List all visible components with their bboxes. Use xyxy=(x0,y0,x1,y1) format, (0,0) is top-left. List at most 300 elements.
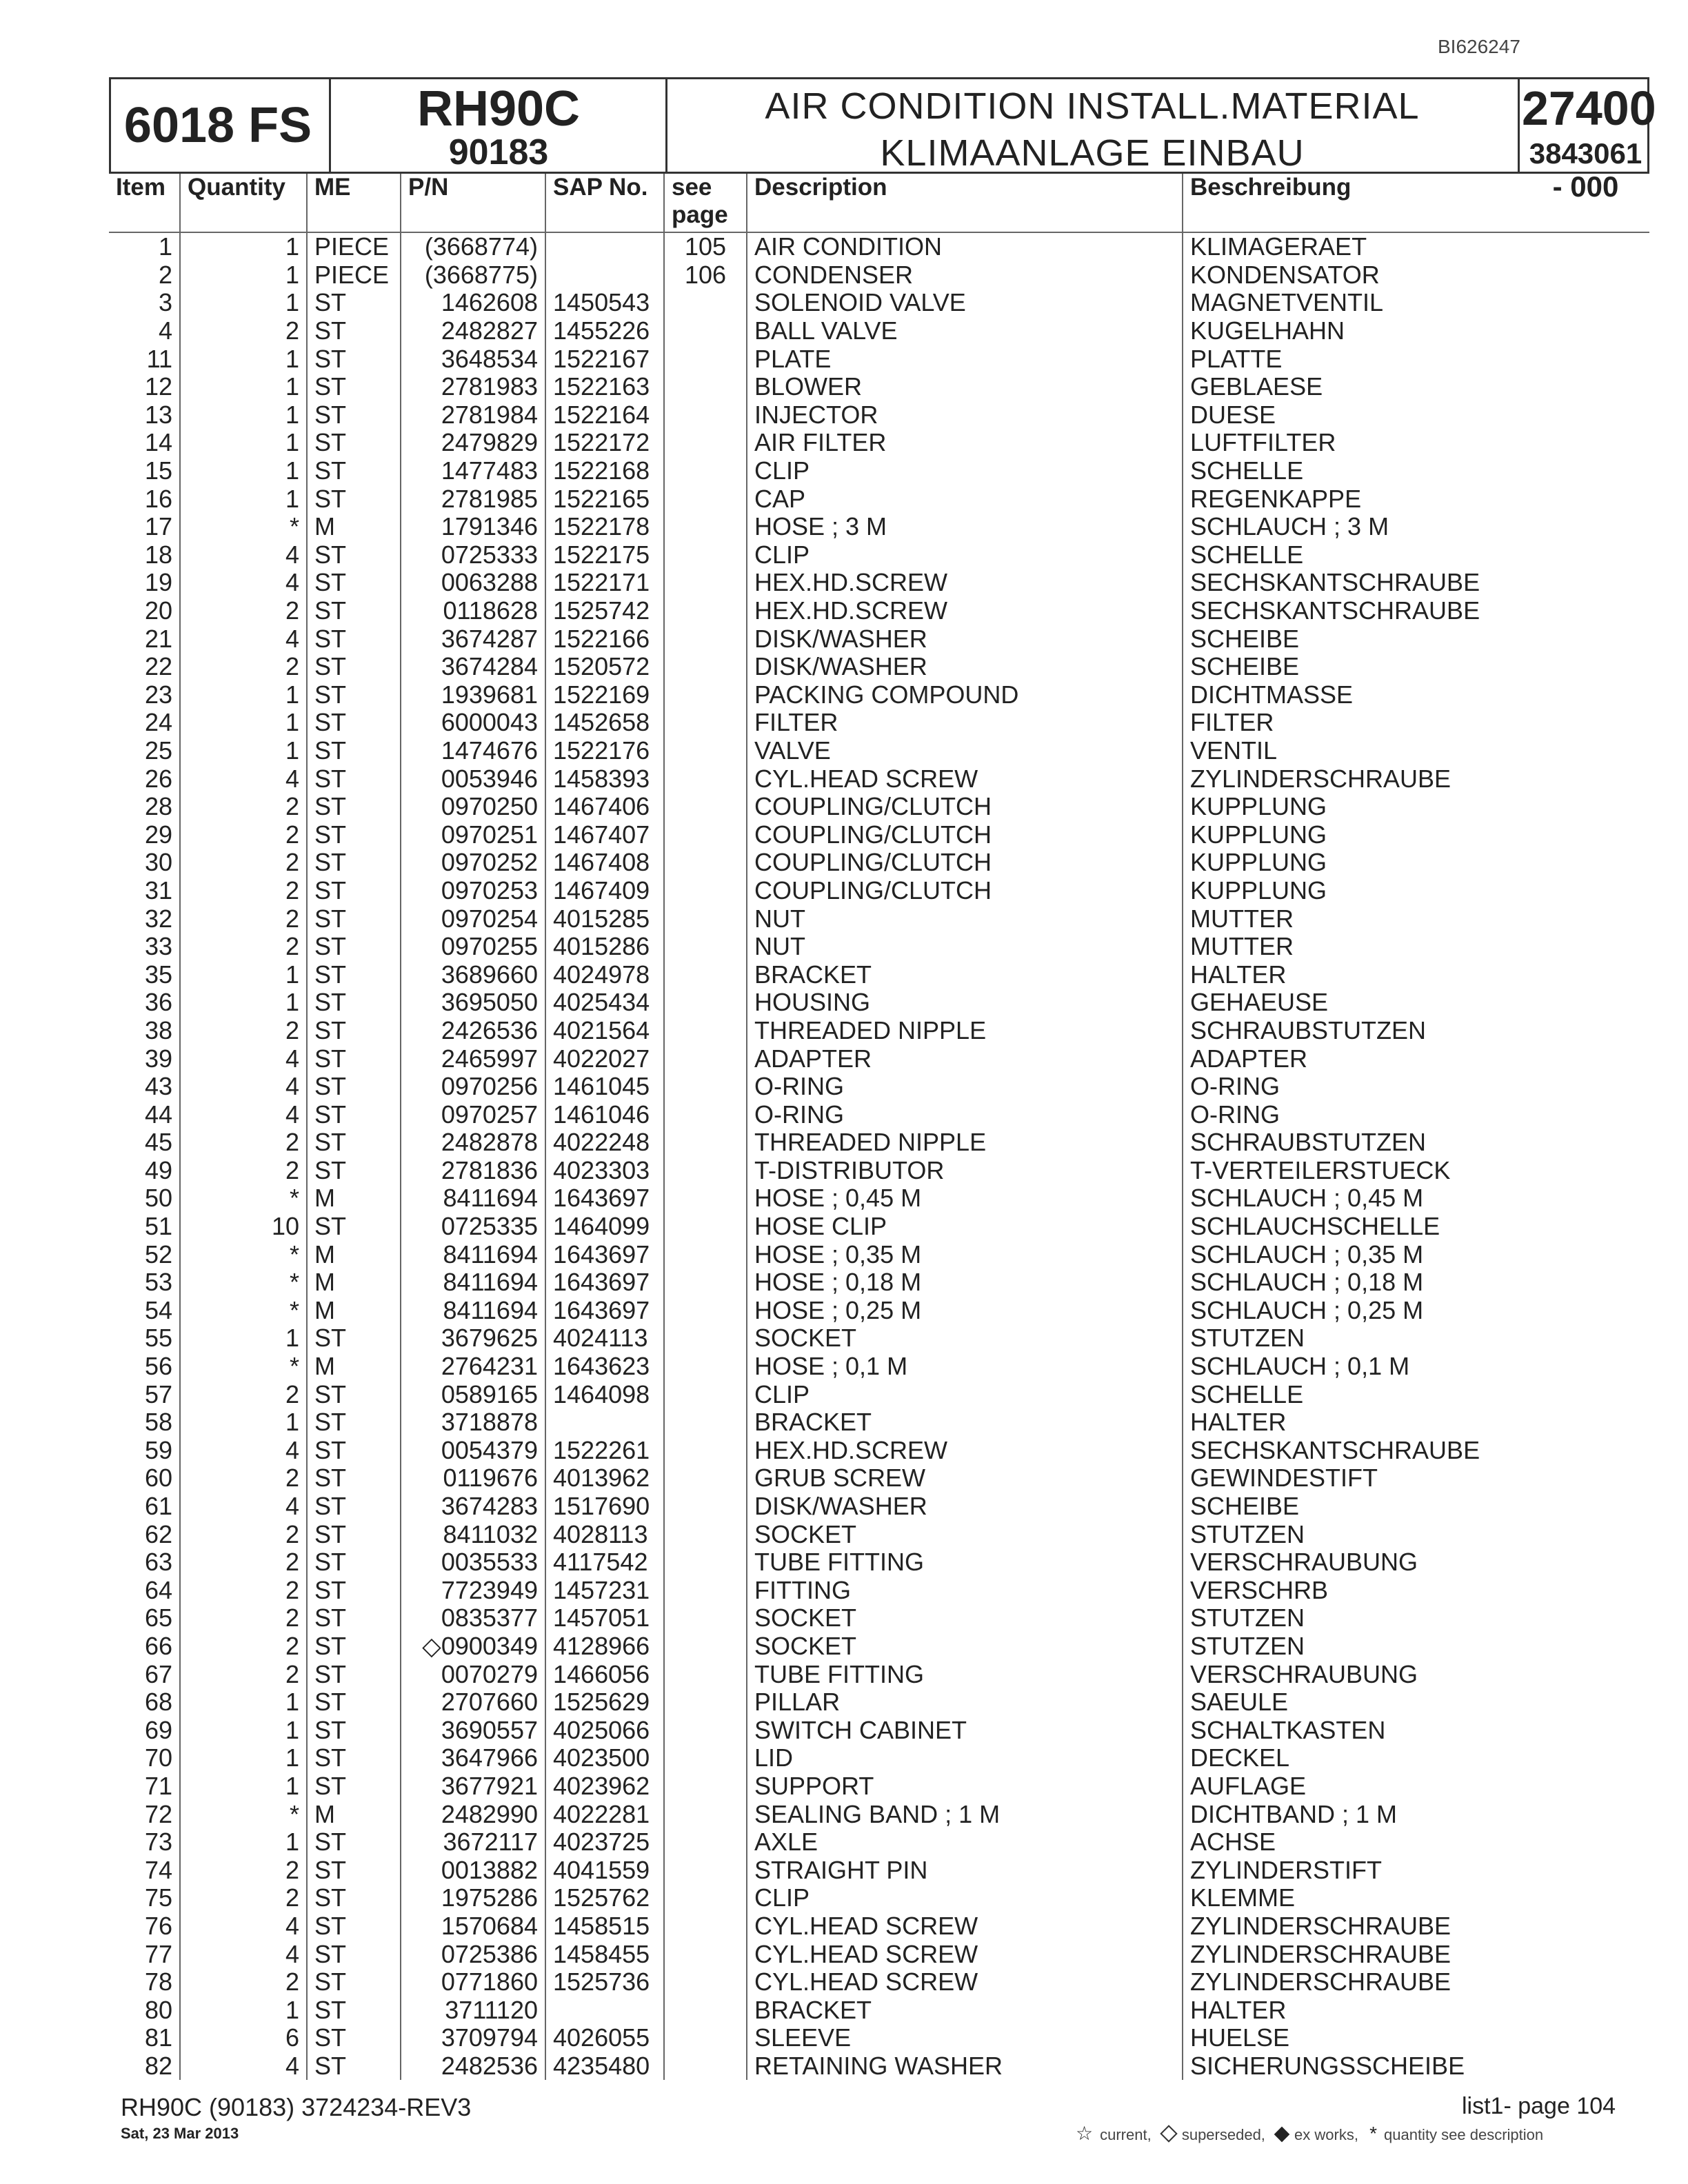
cell-quantity: 2 xyxy=(180,1464,307,1493)
cell-description: COUPLING/CLUTCH xyxy=(747,849,1183,877)
cell-quantity: 2 xyxy=(180,1632,307,1661)
table-row xyxy=(109,1604,1649,1632)
cell-me: ST xyxy=(307,485,401,513)
cell-pn: 0054379 xyxy=(401,1437,545,1465)
cell-quantity: 1 xyxy=(180,1744,307,1772)
cell-pn: 0725386 xyxy=(401,1940,545,1968)
cell-pn: 0725333 xyxy=(401,541,545,569)
cell-me: ST xyxy=(307,1073,401,1101)
table-row xyxy=(109,429,1649,457)
cell-item: 76 xyxy=(144,1912,172,1940)
cell-sap: 4041559 xyxy=(545,1856,664,1884)
cell-item: 16 xyxy=(144,485,172,513)
cell-item: 23 xyxy=(144,680,172,709)
cell-quantity: 1 xyxy=(180,1716,307,1744)
cell-item: 4 xyxy=(158,316,172,345)
cell-see-page xyxy=(664,1632,747,1661)
cell-see-page xyxy=(664,849,747,877)
cell-sap: 1525762 xyxy=(545,1884,664,1912)
cell-see-page xyxy=(664,1884,747,1912)
machine-number: 90183 xyxy=(448,132,549,172)
cell-pn: 8411694 xyxy=(401,1297,545,1325)
asterisk-symbol: * xyxy=(1369,2123,1377,2144)
table-row xyxy=(109,793,1649,821)
cell-pn: 3695050 xyxy=(401,989,545,1017)
cell-pn: 0118628 xyxy=(401,597,545,625)
cell-description: CAP xyxy=(747,485,1183,513)
cell-quantity: 2 xyxy=(180,1017,307,1045)
cell-sap: 1450543 xyxy=(545,289,664,317)
cell-pn: 8411032 xyxy=(401,1520,545,1548)
table-row xyxy=(109,653,1649,681)
cell-item: 15 xyxy=(144,456,172,485)
cell-item: 59 xyxy=(144,1436,172,1464)
cell-item: 68 xyxy=(144,1688,172,1717)
cell-beschreibung: SECHSKANTSCHRAUBE xyxy=(1183,569,1649,597)
machine-block xyxy=(333,79,664,172)
cell-quantity: 1 xyxy=(180,709,307,737)
cell-description: O-RING xyxy=(747,1073,1183,1101)
cell-me: ST xyxy=(307,289,401,317)
cell-see-page xyxy=(664,1856,747,1884)
cell-sap: 1522172 xyxy=(545,429,664,457)
cell-see-page xyxy=(664,1213,747,1241)
cell-me: ST xyxy=(307,681,401,709)
footer-date: Sat, 23 Mar 2013 xyxy=(121,2125,239,2142)
cell-quantity: 2 xyxy=(180,904,307,933)
cell-pn: 8411694 xyxy=(401,1184,545,1213)
cell-me: ST xyxy=(307,1213,401,1241)
cell-me: ST xyxy=(307,1744,401,1772)
cell-item: 18 xyxy=(144,540,172,569)
cell-beschreibung: SCHLAUCH ; 0,25 M xyxy=(1183,1297,1649,1325)
cell-me: M xyxy=(307,1268,401,1297)
cell-see-page xyxy=(664,1548,747,1577)
cell-quantity: 2 xyxy=(180,1577,307,1605)
cell-me: ST xyxy=(307,345,401,373)
cell-beschreibung: SCHEIBE xyxy=(1183,653,1649,681)
cell-description: TUBE FITTING xyxy=(747,1660,1183,1688)
cell-me: ST xyxy=(307,849,401,877)
cell-beschreibung: AUFLAGE xyxy=(1183,1772,1649,1801)
cell-quantity: 1 xyxy=(180,681,307,709)
cell-description: HEX.HD.SCREW xyxy=(747,597,1183,625)
legend-superseded: superseded, xyxy=(1181,2126,1265,2143)
cell-quantity: 1 xyxy=(180,401,307,429)
cell-beschreibung: REGENKAPPE xyxy=(1183,485,1649,513)
cell-item: 66 xyxy=(144,1632,172,1660)
cell-sap: 1457231 xyxy=(545,1577,664,1605)
cell-beschreibung: SECHSKANTSCHRAUBE xyxy=(1183,1437,1649,1465)
cell-pn: 0035533 xyxy=(401,1548,545,1577)
cell-item: 78 xyxy=(144,1968,172,1996)
cell-description: FILTER xyxy=(747,709,1183,737)
cell-sap: 4024113 xyxy=(545,1324,664,1353)
cell-quantity: 1 xyxy=(180,373,307,401)
cell-description: NUT xyxy=(747,904,1183,933)
cell-sap: 1522165 xyxy=(545,485,664,513)
cell-description: CYL.HEAD SCREW xyxy=(747,1912,1183,1941)
cell-description: COUPLING/CLUTCH xyxy=(747,877,1183,905)
cell-item: 73 xyxy=(144,1828,172,1857)
cell-quantity: 1 xyxy=(180,737,307,765)
cell-pn: 0970255 xyxy=(401,933,545,961)
cell-sap: 1461046 xyxy=(545,1100,664,1129)
header-divider xyxy=(1518,79,1520,172)
cell-quantity: * xyxy=(180,1800,307,1828)
cell-item: 28 xyxy=(144,792,172,821)
table-row xyxy=(109,904,1649,933)
cell-me: ST xyxy=(307,1380,401,1408)
cell-me: ST xyxy=(307,1437,401,1465)
cell-description: COUPLING/CLUTCH xyxy=(747,820,1183,849)
cell-beschreibung: VERSCHRAUBUNG xyxy=(1183,1548,1649,1577)
cell-sap: 4023303 xyxy=(545,1157,664,1185)
cell-sap: 1458455 xyxy=(545,1940,664,1968)
cell-sap: 1522167 xyxy=(545,345,664,373)
cell-me: ST xyxy=(307,960,401,989)
cell-pn: 3647966 xyxy=(401,1744,545,1772)
cell-see-page xyxy=(664,625,747,653)
cell-item: 3 xyxy=(158,289,172,317)
diamond-outline-icon xyxy=(1160,2125,1177,2142)
cell-sap: 4013962 xyxy=(545,1464,664,1493)
cell-beschreibung: SCHRAUBSTUTZEN xyxy=(1183,1129,1649,1157)
parts-table-body xyxy=(109,232,1649,2080)
cell-item: 72 xyxy=(144,1800,172,1828)
cell-see-page xyxy=(664,960,747,989)
cell-beschreibung: SCHLAUCHSCHELLE xyxy=(1183,1213,1649,1241)
cell-pn: 2764231 xyxy=(401,1353,545,1381)
cell-see-page xyxy=(664,569,747,597)
cell-me: ST xyxy=(307,1493,401,1521)
cell-see-page xyxy=(664,1996,747,2024)
cell-item: 62 xyxy=(144,1520,172,1548)
cell-sap: 4235480 xyxy=(545,2052,664,2081)
cell-me: ST xyxy=(307,2024,401,2052)
cell-see-page xyxy=(664,1800,747,1828)
document-id: BI626247 xyxy=(1438,36,1520,57)
cell-sap: 1517690 xyxy=(545,1493,664,1521)
cell-beschreibung: HALTER xyxy=(1183,1408,1649,1437)
cell-see-page xyxy=(664,1940,747,1968)
cell-beschreibung: VERSCHRAUBUNG xyxy=(1183,1660,1649,1688)
cell-me: ST xyxy=(307,1548,401,1577)
title-english: AIR CONDITION INSTALL.MATERIAL xyxy=(765,85,1420,127)
cell-item: 32 xyxy=(144,904,172,933)
cell-quantity: 2 xyxy=(180,933,307,961)
cell-quantity: 4 xyxy=(180,1912,307,1941)
cell-description: CONDENSER xyxy=(747,261,1183,290)
cell-pn: 8411694 xyxy=(401,1268,545,1297)
cell-description: SWITCH CABINET xyxy=(747,1716,1183,1744)
cell-me: ST xyxy=(307,1940,401,1968)
cell-see-page xyxy=(664,1968,747,1996)
cell-item: 11 xyxy=(146,345,172,373)
cell-me: M xyxy=(307,513,401,541)
cell-beschreibung: MUTTER xyxy=(1183,933,1649,961)
cell-quantity: * xyxy=(180,1184,307,1213)
cell-pn: 1477483 xyxy=(401,457,545,485)
cell-beschreibung: HALTER xyxy=(1183,960,1649,989)
cell-sap xyxy=(545,232,664,261)
cell-sap: 4022027 xyxy=(545,1044,664,1073)
column-header-sap: SAP No. xyxy=(545,174,664,232)
cell-pn: (3668774) xyxy=(401,232,545,261)
cell-sap: 1522261 xyxy=(545,1437,664,1465)
cell-sap: 1522166 xyxy=(545,625,664,653)
legend-ex-works: ex works, xyxy=(1294,2126,1358,2143)
cell-sap: 1458393 xyxy=(545,765,664,793)
drawing-number: 3843061 - 000 xyxy=(1529,137,1642,203)
cell-item: 38 xyxy=(144,1016,172,1044)
header-divider xyxy=(665,79,667,172)
table-row xyxy=(109,1017,1649,1045)
cell-pn: 3718878 xyxy=(401,1408,545,1437)
cell-beschreibung: SCHLAUCH ; 3 M xyxy=(1183,513,1649,541)
cell-me: ST xyxy=(307,1660,401,1688)
cell-description: SLEEVE xyxy=(747,2024,1183,2052)
cell-sap: 4021564 xyxy=(545,1017,664,1045)
cell-description: ADAPTER xyxy=(747,1044,1183,1073)
group-block xyxy=(1522,79,1656,203)
cell-beschreibung: ACHSE xyxy=(1183,1828,1649,1857)
cell-description: CYL.HEAD SCREW xyxy=(747,765,1183,793)
cell-item: 57 xyxy=(144,1380,172,1408)
cell-see-page xyxy=(664,1073,747,1101)
cell-item: 80 xyxy=(144,1996,172,2024)
cell-quantity: 4 xyxy=(180,1044,307,1073)
cell-sap: 1466056 xyxy=(545,1660,664,1688)
table-row xyxy=(109,1688,1649,1717)
cell-see-page xyxy=(664,1380,747,1408)
table-row xyxy=(109,1324,1649,1353)
cell-beschreibung: STUTZEN xyxy=(1183,1520,1649,1548)
cell-sap: 1461045 xyxy=(545,1073,664,1101)
cell-item: 53 xyxy=(144,1268,172,1297)
cell-description: HEX.HD.SCREW xyxy=(747,1437,1183,1465)
cell-sap: 1522176 xyxy=(545,737,664,765)
cell-see-page xyxy=(664,877,747,905)
cell-quantity: 4 xyxy=(180,2052,307,2081)
cell-item: 51 xyxy=(144,1212,172,1241)
cell-pn: 2479829 xyxy=(401,429,545,457)
cell-sap: 1455226 xyxy=(545,317,664,345)
cell-sap: 1522175 xyxy=(545,541,664,569)
cell-pn: 0835377 xyxy=(401,1604,545,1632)
table-row xyxy=(109,1968,1649,1996)
cell-me: ST xyxy=(307,401,401,429)
cell-sap: 1458515 xyxy=(545,1912,664,1941)
cell-item: 71 xyxy=(144,1772,172,1800)
cell-pn: 0589165 xyxy=(401,1380,545,1408)
cell-see-page xyxy=(664,1268,747,1297)
table-row xyxy=(109,1157,1649,1185)
cell-sap: 4022248 xyxy=(545,1129,664,1157)
table-row xyxy=(109,681,1649,709)
cell-beschreibung: O-RING xyxy=(1183,1100,1649,1129)
cell-see-page xyxy=(664,1297,747,1325)
cell-see-page xyxy=(664,653,747,681)
cell-see-page xyxy=(664,1604,747,1632)
cell-sap: 4025434 xyxy=(545,989,664,1017)
cell-me: PIECE xyxy=(307,232,401,261)
cell-beschreibung: SECHSKANTSCHRAUBE xyxy=(1183,597,1649,625)
cell-description: TUBE FITTING xyxy=(747,1548,1183,1577)
cell-pn: 3648534 xyxy=(401,345,545,373)
cell-item: 17 xyxy=(144,512,172,541)
cell-see-page xyxy=(664,933,747,961)
cell-pn: 3674287 xyxy=(401,625,545,653)
cell-quantity: 4 xyxy=(180,765,307,793)
cell-quantity: * xyxy=(180,1268,307,1297)
cell-me: ST xyxy=(307,2052,401,2081)
cell-beschreibung: DICHTMASSE xyxy=(1183,681,1649,709)
table-row xyxy=(109,345,1649,373)
cell-see-page xyxy=(664,1044,747,1073)
cell-quantity: 1 xyxy=(180,1408,307,1437)
cell-description: PLATE xyxy=(747,345,1183,373)
table-row xyxy=(109,1464,1649,1493)
cell-quantity: 4 xyxy=(180,1493,307,1521)
cell-see-page xyxy=(664,1716,747,1744)
cell-quantity: * xyxy=(180,513,307,541)
cell-beschreibung: GEHAEUSE xyxy=(1183,989,1649,1017)
cell-me: ST xyxy=(307,541,401,569)
table-row xyxy=(109,1884,1649,1912)
cell-item: 65 xyxy=(144,1604,172,1632)
cell-see-page xyxy=(664,1324,747,1353)
cell-pn: 2781836 xyxy=(401,1157,545,1185)
cell-description: CYL.HEAD SCREW xyxy=(747,1940,1183,1968)
table-row xyxy=(109,1520,1649,1548)
cell-pn: 2781985 xyxy=(401,485,545,513)
table-row xyxy=(109,401,1649,429)
cell-beschreibung: VERSCHRB xyxy=(1183,1577,1649,1605)
star-outline-icon: ☆ xyxy=(1076,2123,1094,2144)
cell-item: 33 xyxy=(144,932,172,961)
cell-me: ST xyxy=(307,904,401,933)
table-row xyxy=(109,2024,1649,2052)
cell-beschreibung: PLATTE xyxy=(1183,345,1649,373)
cell-pn: 0970254 xyxy=(401,904,545,933)
cell-item: 19 xyxy=(144,569,172,597)
cell-description: HEX.HD.SCREW xyxy=(747,569,1183,597)
cell-sap: 4015286 xyxy=(545,933,664,961)
cell-item: 50 xyxy=(144,1184,172,1213)
table-row xyxy=(109,597,1649,625)
cell-sap: 4024978 xyxy=(545,960,664,989)
cell-quantity: 2 xyxy=(180,317,307,345)
cell-see-page xyxy=(664,1493,747,1521)
cell-quantity: 2 xyxy=(180,1380,307,1408)
cell-me: ST xyxy=(307,877,401,905)
cell-sap: 1464098 xyxy=(545,1380,664,1408)
cell-pn: 3690557 xyxy=(401,1716,545,1744)
table-row xyxy=(109,933,1649,961)
cell-quantity: 2 xyxy=(180,1856,307,1884)
cell-description: DISK/WASHER xyxy=(747,1493,1183,1521)
cell-beschreibung: ZYLINDERSCHRAUBE xyxy=(1183,1912,1649,1941)
cell-description: GRUB SCREW xyxy=(747,1464,1183,1493)
cell-me: ST xyxy=(307,1324,401,1353)
cell-see-page xyxy=(664,541,747,569)
cell-description: SOCKET xyxy=(747,1324,1183,1353)
table-row xyxy=(109,232,1649,261)
cell-me: M xyxy=(307,1297,401,1325)
cell-quantity: 1 xyxy=(180,1688,307,1717)
table-row xyxy=(109,1240,1649,1268)
cell-quantity: 2 xyxy=(180,877,307,905)
cell-beschreibung: MAGNETVENTIL xyxy=(1183,289,1649,317)
cell-beschreibung: SCHRAUBSTUTZEN xyxy=(1183,1017,1649,1045)
legend-quantity: quantity see description xyxy=(1384,2126,1544,2143)
cell-quantity: 1 xyxy=(180,1772,307,1801)
cell-quantity: 1 xyxy=(180,989,307,1017)
cell-beschreibung: GEBLAESE xyxy=(1183,373,1649,401)
cell-me: M xyxy=(307,1800,401,1828)
cell-quantity: 2 xyxy=(180,1129,307,1157)
cell-sap: 4023962 xyxy=(545,1772,664,1801)
cell-quantity: 2 xyxy=(180,1968,307,1996)
cell-beschreibung: KUPPLUNG xyxy=(1183,820,1649,849)
cell-see-page xyxy=(664,1660,747,1688)
cell-beschreibung: SCHELLE xyxy=(1183,457,1649,485)
cell-sap: 4023725 xyxy=(545,1828,664,1857)
cell-beschreibung: ZYLINDERSCHRAUBE xyxy=(1183,765,1649,793)
table-row xyxy=(109,1716,1649,1744)
cell-me: ST xyxy=(307,1520,401,1548)
table-row xyxy=(109,1380,1649,1408)
cell-sap: 1467408 xyxy=(545,849,664,877)
cell-me: PIECE xyxy=(307,261,401,290)
cell-beschreibung: KUPPLUNG xyxy=(1183,793,1649,821)
cell-description: T-DISTRIBUTOR xyxy=(747,1157,1183,1185)
cell-me: M xyxy=(307,1240,401,1268)
cell-item: 1 xyxy=(158,232,172,261)
cell-beschreibung: ZYLINDERSCHRAUBE xyxy=(1183,1968,1649,1996)
cell-beschreibung: KUPPLUNG xyxy=(1183,877,1649,905)
cell-see-page xyxy=(664,1353,747,1381)
cell-quantity: 1 xyxy=(180,232,307,261)
cell-see-page xyxy=(664,681,747,709)
cell-quantity: 2 xyxy=(180,820,307,849)
cell-pn: 0970252 xyxy=(401,849,545,877)
cell-quantity: 2 xyxy=(180,1660,307,1688)
cell-description: AIR FILTER xyxy=(747,429,1183,457)
cell-me: M xyxy=(307,1353,401,1381)
title-german: KLIMAANLAGE EINBAU xyxy=(880,132,1305,174)
cell-pn: 1570684 xyxy=(401,1912,545,1941)
cell-see-page xyxy=(664,1577,747,1605)
cell-sap: 1643697 xyxy=(545,1184,664,1213)
cell-pn: 6000043 xyxy=(401,709,545,737)
table-row xyxy=(109,1856,1649,1884)
cell-beschreibung: SCHLAUCH ; 0,35 M xyxy=(1183,1240,1649,1268)
cell-see-page xyxy=(664,1828,747,1857)
cell-description: AIR CONDITION xyxy=(747,232,1183,261)
table-row xyxy=(109,1828,1649,1857)
cell-see-page xyxy=(664,1240,747,1268)
cell-description: O-RING xyxy=(747,1100,1183,1129)
table-row xyxy=(109,1996,1649,2024)
cell-quantity: * xyxy=(180,1240,307,1268)
cell-pn: 1975286 xyxy=(401,1884,545,1912)
cell-sap: 1522171 xyxy=(545,569,664,597)
cell-pn: 0970253 xyxy=(401,877,545,905)
cell-description: BRACKET xyxy=(747,1996,1183,2024)
cell-pn: 3711120 xyxy=(401,1996,545,2024)
